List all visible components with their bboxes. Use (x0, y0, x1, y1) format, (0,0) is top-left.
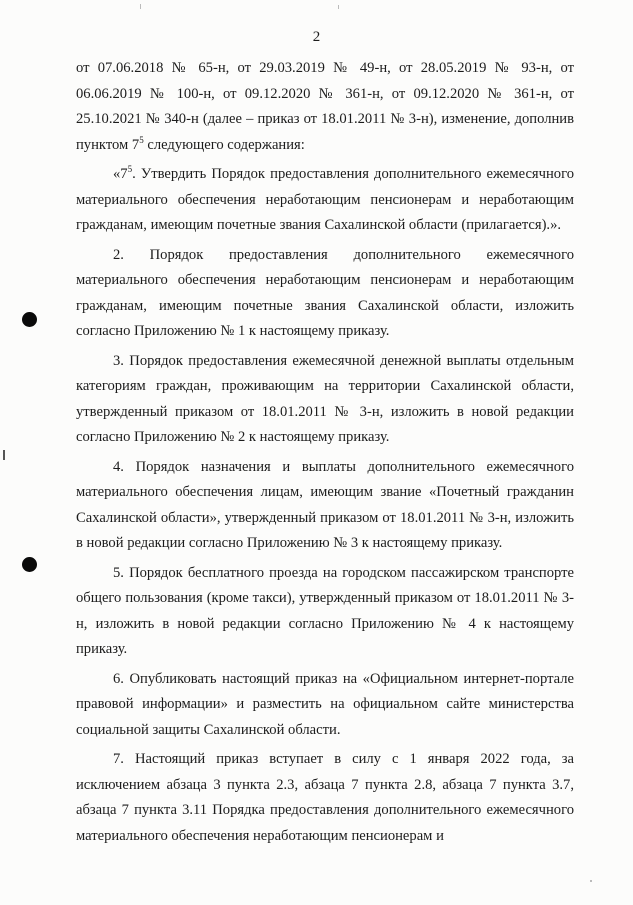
paragraph-item-6: 6. Опубликовать настоящий приказ на «Официальном интернет-портале правовой информации» и разместить на официальном сайте министерства социальной защиты Сахалинской области. (76, 670, 574, 738)
punch-hole-top (22, 312, 37, 327)
paragraph-item-4: 4. Порядок назначения и выплаты дополнительного ежемесячного материального обеспечения лицам, имеющим звание «Почетный гражданин Сахалинской области», утвержденный приказом от 18.01.2011 № 3-н, изложить в новой редакции согласно Приложению № 3 к настоящему приказу. (76, 458, 574, 551)
scan-edge-mark (3, 450, 5, 460)
punch-hole-bottom (22, 557, 37, 572)
scan-speck (140, 4, 141, 9)
paragraph-item-7: 7. Настоящий приказ вступает в силу с 1 января 2022 года, за исключением абзаца 3 пункта 2.3, абзаца 7 пункта 2.8, абзаца 7 пункта 3.7, абзаца 7 пункта 3.11 Порядка предоставления дополнительного ежемесячного материального обеспечения неработающим пенсионерам и (76, 751, 574, 844)
paragraph-continuation: от 07.06.2018 № 65-н, от 29.03.2019 № 49-н, от 28.05.2019 № 93-н, от 06.06.2019 № 100-н, от 09.12.2020 № 361-н, от 09.12.2020 № 361-н, от 25.10.2021 № 340-н (далее – приказ от 18.01.2011 № 3-н), изменение, дополнив пунктом $7^5$ следующего содержания: (76, 60, 574, 153)
document-body (76, 56, 574, 853)
scan-speck (338, 5, 339, 9)
paragraph-item-2: 2. Порядок предоставления дополнительного ежемесячного материального обеспечения неработающим пенсионерам и неработающим гражданам, имеющим почетные звания Сахалинской области, изложить согласно Приложению № 1 к настоящему приказу. (76, 246, 574, 339)
paragraph-item-5: 5. Порядок бесплатного проезда на городском пассажирском транспорте общего пользования (кроме такси), утвержденный приказом от 18.01.2011 № 3-н, изложить в новой редакции согласно Приложению № 4 к настоящему приказу. (76, 564, 574, 657)
paragraph-item-7-5: «$7^5$. Утвердить Порядок предоставления дополнительного ежемесячного материального обеспечения неработающим пенсионерам и неработающим гражданам, имеющим почетные звания Сахалинской области (прилагается).». (76, 164, 574, 233)
paragraph-item-3: 3. Порядок предоставления ежемесячной денежной выплаты отдельным категориям граждан, проживающим на территории Сахалинской области, утвержденный приказом от 18.01.2011 № 3-н, изложить в новой редакции согласно Приложению № 2 к настоящему приказу. (76, 352, 574, 445)
scan-speck (590, 880, 592, 882)
page-number: 2 (312, 29, 321, 45)
